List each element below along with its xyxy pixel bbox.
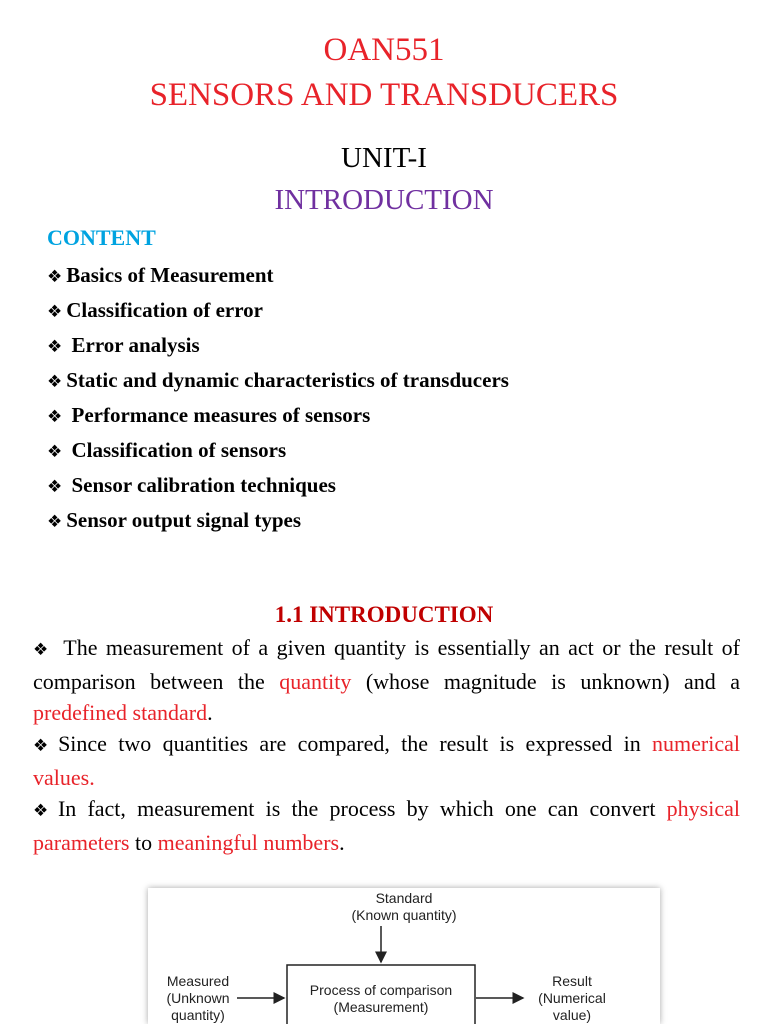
result-label-line: (Numerical [538, 990, 606, 1006]
process-label-line: (Measurement) [333, 999, 429, 1015]
process-label [289, 982, 473, 1016]
diamond-bullet-icon: ❖ [33, 736, 55, 756]
section-title: 1.1 INTRODUCTION [274, 602, 494, 627]
diamond-bullet-icon: ❖ [33, 801, 54, 821]
diamond-bullet-icon: ❖ [47, 372, 63, 392]
unit-label: UNIT-I [341, 142, 427, 174]
paragraph-text: to [129, 830, 158, 855]
diamond-bullet-icon: ❖ [47, 267, 63, 287]
list-item-label: Performance measures of sensors [66, 403, 371, 427]
diamond-bullet-icon: ❖ [47, 512, 63, 532]
content-heading: CONTENT [47, 225, 156, 250]
standard-label-line: (Known quantity) [351, 907, 457, 923]
list-item-label: Classification of sensors [66, 438, 287, 462]
measured-label-line: Measured [166, 973, 230, 989]
result-label [524, 973, 620, 1024]
standard-label-line: Standard [375, 890, 433, 906]
highlight-meaningful-numbers: meaningful numbers [157, 830, 340, 855]
measured-label-line: (Unknown [166, 990, 230, 1006]
unit-title: INTRODUCTION [274, 184, 494, 216]
diamond-bullet-icon: ❖ [47, 442, 63, 462]
course-title: SENSORS AND TRANSDUCERS [149, 77, 619, 113]
list-item-label: Error analysis [66, 333, 200, 357]
paragraph-text: In fact, measurement is the process by which one can convert [57, 796, 667, 821]
diamond-bullet-icon: ❖ [47, 337, 63, 357]
list-item-label: Classification of error [66, 298, 263, 322]
diamond-bullet-icon: ❖ [33, 640, 52, 660]
paragraph-text: (whose magnitude is unknown) and a [351, 669, 741, 694]
content-list [47, 260, 509, 540]
list-item-label: Static and dynamic characteristics of transducers [66, 368, 509, 392]
paragraph-text: The measurement of a given quantity is essentially an act or the result of comparison between the [33, 635, 740, 694]
process-label-line: Process of comparison [309, 982, 453, 998]
result-label-line: Result [552, 973, 592, 989]
diamond-bullet-icon: ❖ [47, 302, 63, 322]
list-item [47, 365, 509, 400]
list-item [47, 260, 509, 295]
paragraph [33, 793, 740, 858]
highlight-physical-parameters: physical parameters [33, 796, 740, 855]
list-item [47, 435, 509, 470]
diamond-bullet-icon: ❖ [47, 407, 63, 427]
paragraph-text: . [207, 700, 213, 725]
section-body [33, 632, 740, 858]
measurement-diagram [148, 888, 660, 1024]
highlight-quantity: quantity [279, 669, 352, 694]
highlight-predefined-standard: predefined standard [33, 700, 208, 725]
list-item [47, 330, 509, 365]
list-item-label: Basics of Measurement [66, 263, 274, 287]
highlight-numerical-values: numerical values. [33, 731, 740, 790]
list-item-label: Sensor calibration techniques [66, 473, 336, 497]
list-item-label: Sensor output signal types [66, 508, 302, 532]
diamond-bullet-icon: ❖ [47, 477, 63, 497]
list-item [47, 470, 509, 505]
measured-label-line: quantity) [171, 1007, 225, 1023]
list-item [47, 400, 509, 435]
paragraph [33, 632, 740, 728]
result-label-line: value) [552, 1007, 592, 1023]
paragraph-text: . [339, 830, 345, 855]
list-item [47, 505, 509, 540]
paragraph [33, 728, 740, 793]
list-item [47, 295, 509, 330]
measured-label [152, 973, 244, 1024]
paragraph-text: Since two quantities are compared, the result is expressed in [58, 731, 653, 756]
course-code: OAN551 [323, 32, 445, 68]
